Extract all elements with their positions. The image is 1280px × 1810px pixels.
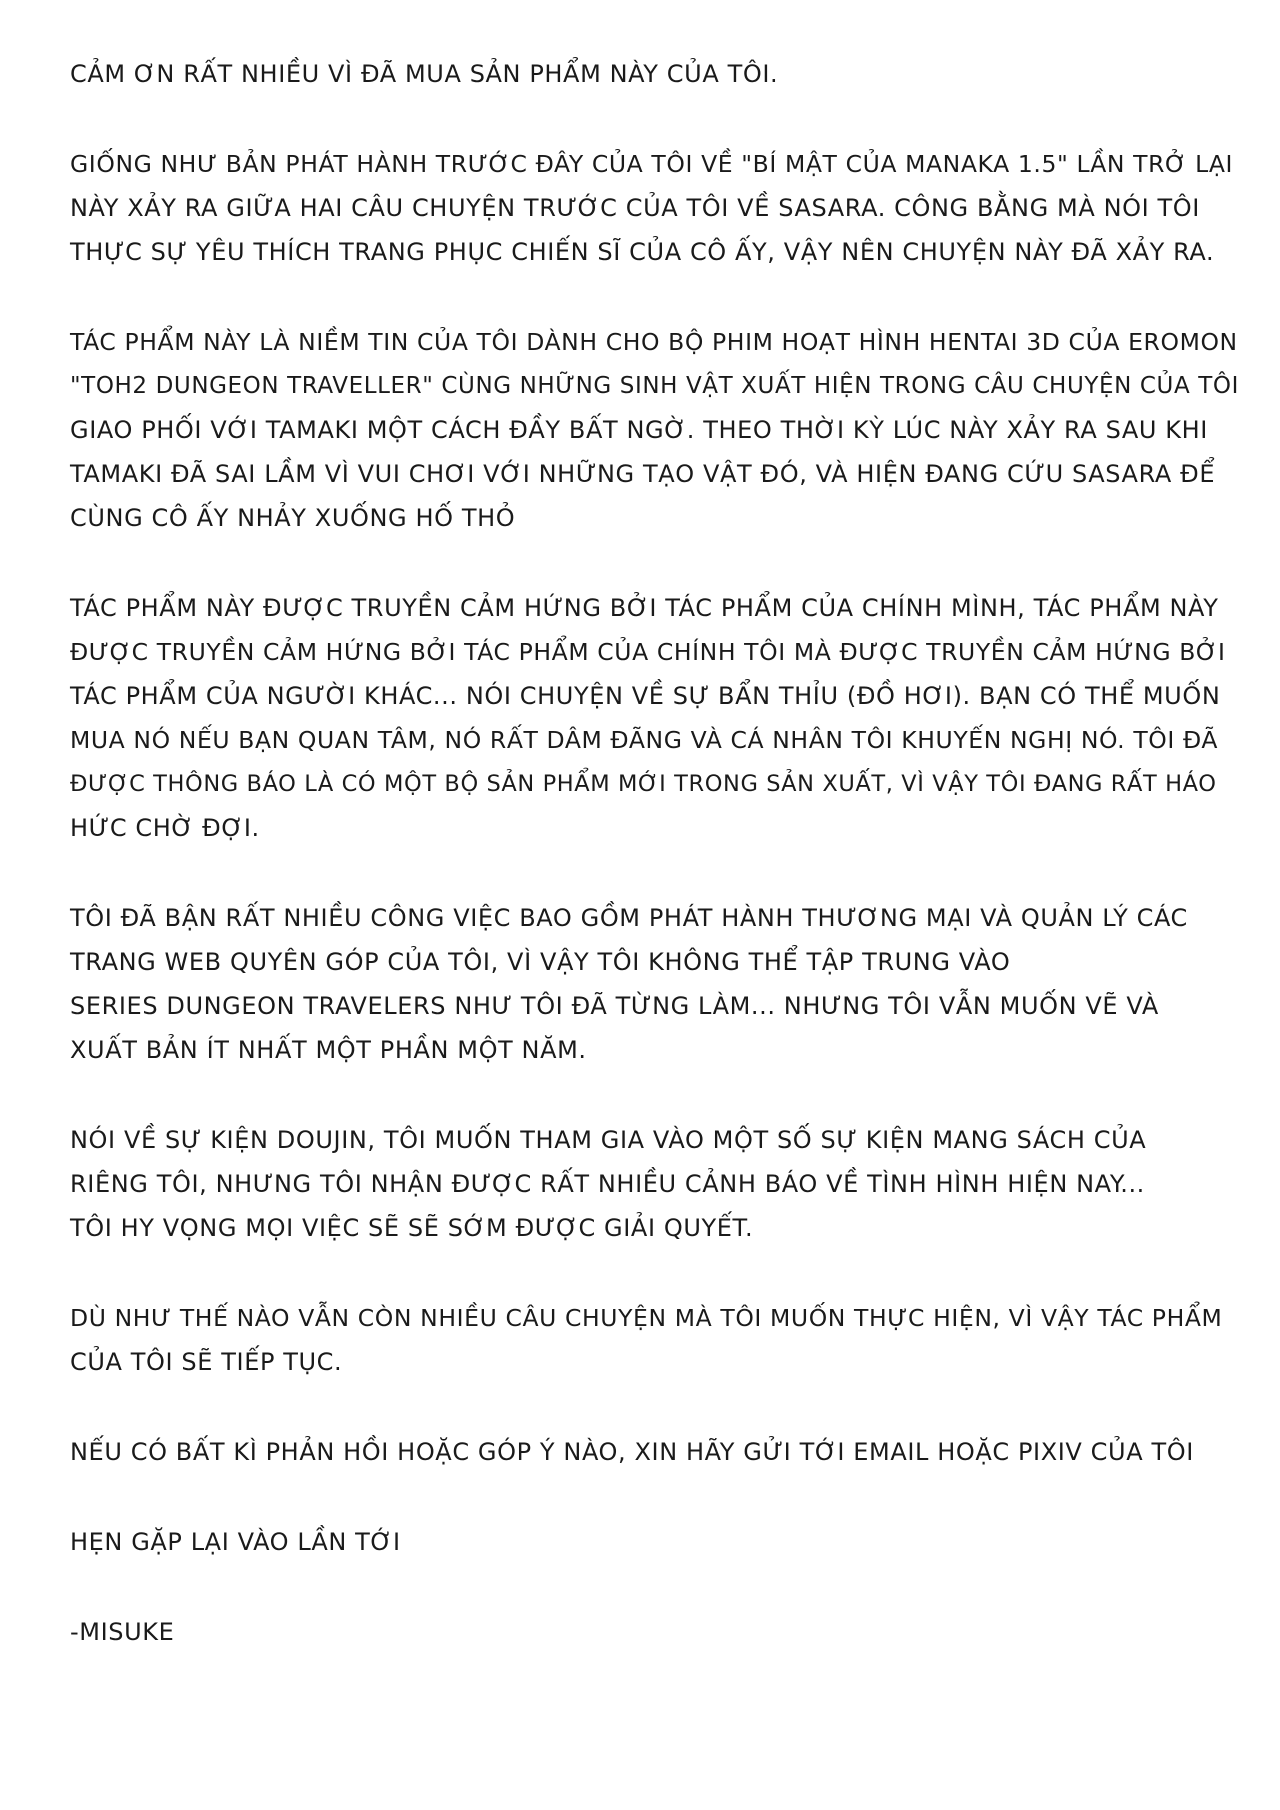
paragraph-previous-release: [70, 142, 1234, 274]
paragraph-feedback: [70, 1430, 1220, 1474]
text-line: DÙ NHƯ THẾ NÀO VẪN CÒN NHIỀU CÂU CHUYỆN MÀ TÔI MUỐN THỰC HIỆN, VÌ VẬY TÁC PHẨM: [70, 1304, 1223, 1332]
text-line: SERIES DUNGEON TRAVELERS NHƯ TÔI ĐÃ TỪNG LÀM... NHƯNG TÔI VẪN MUỐN VẼ VÀ: [70, 992, 1159, 1020]
text-line: TAMAKI ĐÃ SAI LẦM VÌ VUI CHƠI VỚI NHỮNG TẠO VẬT ĐÓ, VÀ HIỆN ĐANG CỨU SASARA ĐỂ: [70, 460, 1216, 488]
text-line: TÁC PHẨM CỦA NGƯỜI KHÁC... NÓI CHUYỆN VỀ SỰ BẨN THỈU (ĐỒ HƠI). BẠN CÓ THỂ MUỐN: [70, 682, 1221, 710]
text-line: TÁC PHẨM NÀY ĐƯỢC TRUYỀN CẢM HỨNG BỞI TÁC PHẨM CỦA CHÍNH MÌNH, TÁC PHẨM NÀY: [70, 594, 1219, 622]
text-line: ĐƯỢC TRUYỀN CẢM HỨNG BỞI TÁC PHẨM CỦA CHÍNH TÔI MÀ ĐƯỢC TRUYỀN CẢM HỨNG BỞI: [70, 638, 1226, 666]
text-line: CẢM ƠN RẤT NHIỀU VÌ ĐÃ MUA SẢN PHẨM NÀY CỦA TÔI.: [70, 60, 779, 88]
text-line: NÀY XẢY RA GIỮA HAI CÂU CHUYỆN TRƯỚC CỦA TÔI VỀ SASARA. CÔNG BẰNG MÀ NÓI TÔI: [70, 194, 1200, 222]
paragraph-doujin-events: [70, 1118, 1220, 1250]
paragraph-farewell: [70, 1520, 1220, 1564]
text-line: GIAO PHỐI VỚI TAMAKI MỘT CÁCH ĐẦY BẤT NGỜ. THEO THỜI KỲ LÚC NÀY XẢY RA SAU KHI: [70, 416, 1208, 444]
text-line: TRANG WEB QUYÊN GÓP CỦA TÔI, VÌ VẬY TÔI KHÔNG THỂ TẬP TRUNG VÀO: [70, 948, 1011, 976]
text-line: RIÊNG TÔI, NHƯNG TÔI NHẬN ĐƯỢC RẤT NHIỀU CẢNH BÁO VỀ TÌNH HÌNH HIỆN NAY...: [70, 1170, 1145, 1198]
text-line: TÁC PHẨM NÀY LÀ NIỀM TIN CỦA TÔI DÀNH CHO BỘ PHIM HOẠT HÌNH HENTAI 3D CỦA EROMON: [70, 328, 1238, 356]
text-line: HẸN GẶP LẠI VÀO LẦN TỚI: [70, 1528, 401, 1556]
signature-text: -MISUKE: [70, 1618, 175, 1646]
paragraph-continue: [70, 1296, 1223, 1384]
text-line: GIỐNG NHƯ BẢN PHÁT HÀNH TRƯỚC ĐÂY CỦA TÔI VỀ "BÍ MẬT CỦA MANAKA 1.5" LẦN TRỞ LẠI: [70, 150, 1234, 178]
text-line: THỰC SỰ YÊU THÍCH TRANG PHỤC CHIẾN SĨ CỦA CÔ ẤY, VẬY NÊN CHUYỆN NÀY ĐÃ XẢY RA.: [70, 238, 1215, 266]
text-line: CỦA TÔI SẼ TIẾP TỤC.: [70, 1348, 343, 1376]
paragraph-thanks: [70, 52, 1220, 96]
paragraph-eromon: [70, 320, 1239, 540]
text-line: "TOH2 DUNGEON TRAVELLER" CÙNG NHỮNG SINH VẬT XUẤT HIỆN TRONG CÂU CHUYỆN CỦA TÔI: [70, 373, 1239, 399]
text-line: HỨC CHỜ ĐỢI.: [70, 814, 260, 842]
text-line: XUẤT BẢN ÍT NHẤT MỘT PHẦN MỘT NĂM.: [70, 1036, 587, 1064]
text-line: TÔI ĐÃ BẬN RẤT NHIỀU CÔNG VIỆC BAO GỒM PHÁT HÀNH THƯƠNG MẠI VÀ QUẢN LÝ CÁC: [70, 904, 1188, 932]
text-line: ĐƯỢC THÔNG BÁO LÀ CÓ MỘT BỘ SẢN PHẨM MỚI TRONG SẢN XUẤT, VÌ VẬY TÔI ĐANG RẤT HÁO: [70, 771, 1217, 797]
text-line: NẾU CÓ BẤT KÌ PHẢN HỒI HOẶC GÓP Ý NÀO, XIN HÃY GỬI TỚI EMAIL HOẶC PIXIV CỦA TÔI: [70, 1438, 1194, 1466]
signature: [70, 1610, 1220, 1654]
paragraph-inspiration: [70, 586, 1226, 850]
text-line: CÙNG CÔ ẤY NHẢY XUỐNG HỐ THỎ: [70, 504, 516, 532]
text-line: TÔI HY VỌNG MỌI VIỆC SẼ SẼ SỚM ĐƯỢC GIẢI QUYẾT.: [70, 1214, 754, 1242]
paragraph-busy: [70, 896, 1220, 1072]
text-line: MUA NÓ NẾU BẠN QUAN TÂM, NÓ RẤT DÂM ĐÃNG VÀ CÁ NHÂN TÔI KHUYẾN NGHỊ NÓ. TÔI ĐÃ: [70, 726, 1219, 754]
text-line: NÓI VỀ SỰ KIỆN DOUJIN, TÔI MUỐN THAM GIA VÀO MỘT SỐ SỰ KIỆN MANG SÁCH CỦA: [70, 1126, 1147, 1154]
